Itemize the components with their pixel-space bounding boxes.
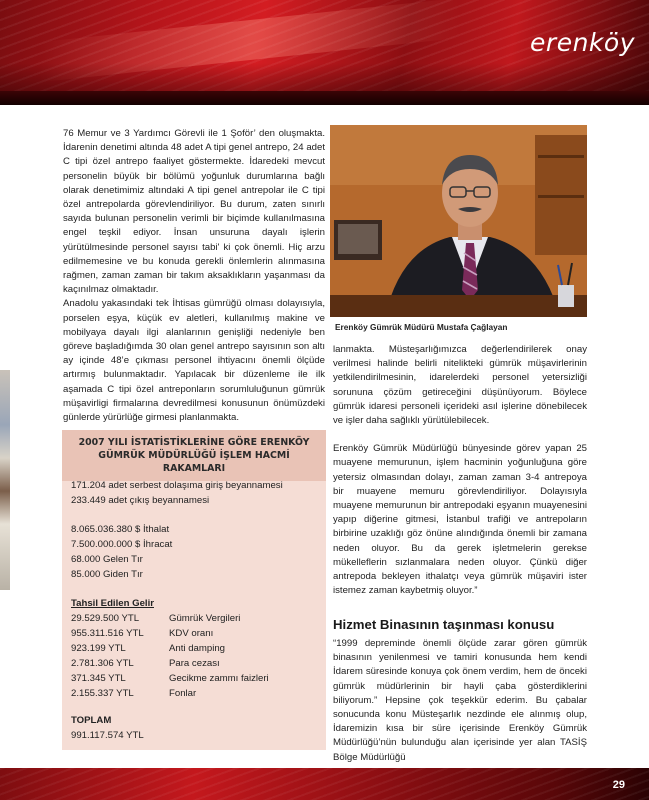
right-text-column: [333, 343, 587, 598]
revenue-amount: 371.345 YTL: [71, 673, 126, 684]
outgoing-trucks: 85.000 Giden Tır: [71, 569, 143, 580]
right-text-continuation: [333, 637, 587, 765]
export-value: 7.500.000.000 $ İhracat: [71, 539, 173, 550]
entry-declarations: 171.204 adet serbest dolaşıma giriş beyannamesi: [71, 480, 283, 491]
statistics-title-line: GÜMRÜK MÜDÜRLÜĞÜ İŞLEM HACMİ RAKAMLARI: [98, 450, 290, 474]
revenue-amount: 29.529.500 YTL: [71, 613, 140, 624]
revenue-label: Gümrük Vergileri: [169, 613, 241, 624]
revenue-label: Gecikme zammı faizleri: [169, 673, 269, 684]
revenue-label: Para cezası: [169, 658, 220, 669]
portrait-photo: [330, 125, 587, 317]
statistics-box: [62, 430, 326, 750]
total-value: 991.117.574 YTL: [71, 730, 144, 741]
photo-caption: Erenköy Gümrük Müdürü Mustafa Çağlayan: [335, 322, 508, 332]
body-paragraph: Anadolu yakasındaki tek İhtisas gümrüğü olması dolayısıyla, porselen eşya, küçük ev aletleri, kullanılmış makine ve mobilyaya dayalı ilgi alanlarının genişliği nedeniyle ben göreve başladığımda 30 olan genel antrepo sayısının son altı ay içinde 48’e çıkması personel ihtiyacını önemli ölçüde artırmış bulunmaktadır. Yapılacak bir düzenleme ile ilk aşamada C tipi özel antreponların sorumluluğunun gümrük müşavirligi firmalarına devredilmesi konusunun önümüzdeki günlerde yürürlüğe girmesi planlanmakta.: [63, 298, 325, 424]
header-light-streak: [40, 0, 460, 82]
revenue-amount: 955.311.516 YTL: [71, 628, 144, 639]
revenue-label: KDV oranı: [169, 628, 214, 639]
magazine-section-title: erenköy: [530, 28, 635, 57]
import-value: 8.065.036.380 $ İthalat: [71, 524, 170, 535]
revenue-amount: 2.155.337 YTL: [71, 688, 134, 699]
total-heading: TOPLAM: [71, 715, 112, 726]
exit-declarations: 233.449 adet çıkış beyannamesi: [71, 495, 210, 506]
footer-band: [0, 768, 649, 800]
portrait-illustration: [330, 125, 587, 317]
statistics-box-heading: [62, 430, 326, 481]
statistics-title-line: 2007 YILI İSTATİSTİKLERİNE GÖRE ERENKÖY: [78, 437, 310, 448]
left-text-column: [63, 127, 325, 425]
page-number: 29: [612, 779, 625, 791]
header-band: [0, 0, 649, 105]
body-paragraph: “1999 depreminde önemli ölçüde zarar gören gümrük binasının yenilenmesi ve tamiri konusunda hem kendi İdarem süresinde konuya çok önem verdim, hem de önceki gümrük müdürlerinin bir hayli çaba gösterdiklerini biliyorum.” Hepsine çok teşekkür ederim. Bu çabalar sonucunda konu Müsteşarlık nezdinde ele alınmış olup, İdaremizin kısa bir süre içerisinde Erenköy Gümrük Müdürlüğü’nün bulunduğu alan içerisinde yer alan TASİŞ Bölge Müdürlüğü: [333, 638, 587, 763]
revenue-label: Anti damping: [169, 643, 225, 654]
incoming-trucks: 68.000 Gelen Tır: [71, 554, 143, 565]
body-paragraph: lanmakta. Müsteşarlığımızca değerlendirilerek onay verilmesi halinde belirli nitelikteki gümrük müşavirlerinin yetkilendirilmesinin, idarelerdeki personel yetersizliği sorununa çözüm getireceğini düşünüyorum. Böylece gümrük idaresi personeli içerideki asıl işlerine dönebilecek ve işler daha sağlıklı yürütülebilecek.: [333, 344, 587, 427]
body-paragraph: 76 Memur ve 3 Yardımcı Görevli ile 1 Şoför’ den oluşmakta. İdarenin denetimi altında 48 adet A tipi genel antrepo, 24 adet C tipi özel antrepo faaliyet göstermekte. İdaredeki mevcut personelin büyük bir bölümü yoğunluk durumlarına bağlı olarak denetimimiz altındaki A tipi genel antrepolar ile C tipi özel antrepolarda görevlendiriliyor. Bu durum, zaten sınırlı sayıda bulunan personelin verimli bir biçimde kullanılmasına engel teşkil ediyor. İnsan unsuruna dayalı işlerin yürütülmesinde personel sayısı tabi' ki çok önemli. Hiç arzu edilmemesine ve bu konuda gerekli önlemlerin alınmasına rağmen, zaman zaman bir takım aksaklıkların yaşanması da kaçınılmaz olmaktadır.: [63, 128, 325, 296]
collected-revenue-heading: Tahsil Edilen Gelir: [71, 598, 154, 609]
revenue-label: Fonlar: [169, 688, 197, 699]
adjacent-page-photo-edge: [0, 370, 10, 590]
revenue-amount: 2.781.306 YTL: [71, 658, 134, 669]
revenue-amount: 923.199 YTL: [71, 643, 126, 654]
body-paragraph: Erenköy Gümrük Müdürlüğü bünyesinde görev yapan 25 muayene memurunun, işlem hacminin yoğunluğuna göre yetersiz olmasından dolayı, zaman zaman 3-4 antrepoya bir muayene memuru görevlendiriliyor. Dolayısıyla muayene memurunun bir antrepodaki eşyanın muayenesini yapıp diğerine gitmesi, İstanbul trafiği ve antrepoların birbirine uzaklığı göz önüne alındığında önemli bir zamana neden oluyor. Bu da gerek işletmelerin gerekse mükelleflerin sızlanmalara neden oluyor. Çünkü diğer antrepoda bekleyen ithalatçı veya gümrük müşaviri ister istemez zaman kaybetmiş oluyor.”: [333, 443, 587, 597]
section-subheading: Hizmet Binasının taşınması konusu: [333, 617, 555, 632]
